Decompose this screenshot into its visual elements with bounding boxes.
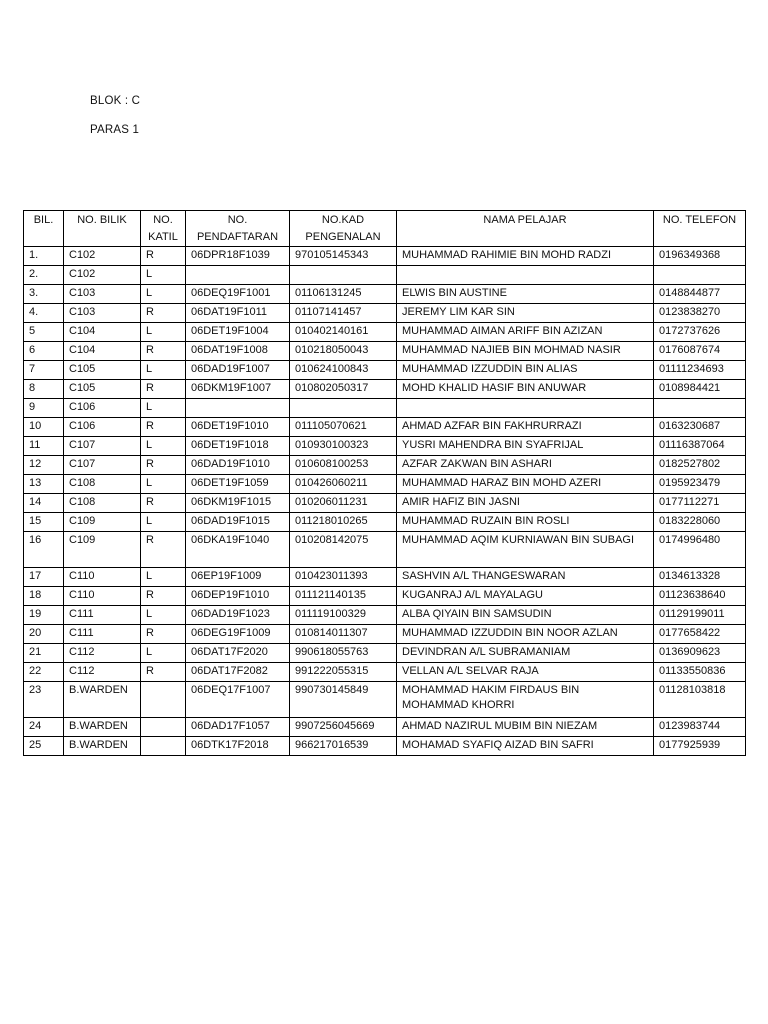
bil-cell: 1.	[24, 247, 64, 266]
student-name-cell	[397, 266, 654, 285]
student-name-cell: YUSRI MAHENDRA BIN SYAFRIJAL	[397, 437, 654, 456]
registration-cell: 06DEQ19F1001	[186, 285, 290, 304]
table-row	[24, 587, 746, 606]
phone-cell: 0123838270	[654, 304, 746, 323]
room-cell: C111	[64, 625, 141, 644]
room-cell: C109	[64, 513, 141, 532]
bed-cell: L	[141, 568, 186, 587]
registration-cell: 06DKA19F1040	[186, 532, 290, 568]
table-row	[24, 513, 746, 532]
student-name-cell: MUHAMMAD RUZAIN BIN ROSLI	[397, 513, 654, 532]
phone-cell: 0196349368	[654, 247, 746, 266]
phone-cell: 0108984421	[654, 380, 746, 399]
student-name-cell: JEREMY LIM KAR SIN	[397, 304, 654, 323]
table-body	[24, 247, 746, 756]
bed-cell	[141, 737, 186, 756]
student-name-cell: MOHD KHALID HASIF BIN ANUWAR	[397, 380, 654, 399]
ic-number-cell: 966217016539	[290, 737, 397, 756]
student-name-cell: MUHAMMAD NAJIEB BIN MOHMAD NASIR	[397, 342, 654, 361]
ic-number-cell	[290, 266, 397, 285]
bil-cell: 10	[24, 418, 64, 437]
bed-cell: R	[141, 304, 186, 323]
registration-cell: 06DAD19F1023	[186, 606, 290, 625]
bil-cell: 8	[24, 380, 64, 399]
bed-cell: R	[141, 663, 186, 682]
table-row	[24, 663, 746, 682]
registration-cell: 06DAD17F1057	[186, 718, 290, 737]
column-header-phone: NO. TELEFON	[654, 211, 746, 247]
table-row	[24, 380, 746, 399]
ic-number-cell: 010802050317	[290, 380, 397, 399]
table-row	[24, 437, 746, 456]
table-row	[24, 625, 746, 644]
bil-cell: 18	[24, 587, 64, 606]
table-row	[24, 285, 746, 304]
ic-number-cell: 970105145343	[290, 247, 397, 266]
bil-cell: 5	[24, 323, 64, 342]
room-cell: C107	[64, 456, 141, 475]
phone-cell: 0172737626	[654, 323, 746, 342]
room-cell: C103	[64, 285, 141, 304]
student-name-cell: AZFAR ZAKWAN BIN ASHARI	[397, 456, 654, 475]
room-cell: C102	[64, 247, 141, 266]
ic-number-cell: 9907256045669	[290, 718, 397, 737]
room-cell: B.WARDEN	[64, 737, 141, 756]
block-label: BLOK : C	[90, 95, 141, 107]
phone-cell: 0134613328	[654, 568, 746, 587]
bil-cell: 23	[24, 682, 64, 718]
registration-cell: 06DEP19F1010	[186, 587, 290, 606]
phone-cell	[654, 266, 746, 285]
student-name-cell: ELWIS BIN AUSTINE	[397, 285, 654, 304]
room-cell: C111	[64, 606, 141, 625]
ic-number-cell: 010930100323	[290, 437, 397, 456]
registration-cell: 06DET19F1059	[186, 475, 290, 494]
column-header-bed: NO. KATIL	[141, 211, 186, 247]
bil-cell: 17	[24, 568, 64, 587]
registration-cell: 06DET19F1018	[186, 437, 290, 456]
bil-cell: 7	[24, 361, 64, 380]
ic-number-cell: 011121140135	[290, 587, 397, 606]
bil-cell: 9	[24, 399, 64, 418]
bed-cell: L	[141, 437, 186, 456]
room-cell: C104	[64, 323, 141, 342]
table-row	[24, 718, 746, 737]
bil-cell: 2.	[24, 266, 64, 285]
bil-cell: 6	[24, 342, 64, 361]
ic-number-cell: 990730145849	[290, 682, 397, 718]
bil-cell: 21	[24, 644, 64, 663]
table-row	[24, 737, 746, 756]
phone-cell: 0136909623	[654, 644, 746, 663]
registration-cell: 06DAT19F1011	[186, 304, 290, 323]
bil-cell: 13	[24, 475, 64, 494]
column-header-bil: BIL.	[24, 211, 64, 247]
bed-cell: R	[141, 247, 186, 266]
phone-cell: 0148844877	[654, 285, 746, 304]
table-row	[24, 568, 746, 587]
registration-cell: 06DAD19F1010	[186, 456, 290, 475]
room-cell: C105	[64, 380, 141, 399]
ic-number-cell: 011218010265	[290, 513, 397, 532]
bil-cell: 22	[24, 663, 64, 682]
registration-cell: 06DAD19F1007	[186, 361, 290, 380]
registration-cell: 06DAT19F1008	[186, 342, 290, 361]
student-room-table	[23, 210, 746, 756]
phone-cell: 0174996480	[654, 532, 746, 568]
table-row	[24, 606, 746, 625]
bed-cell: L	[141, 606, 186, 625]
table-row	[24, 532, 746, 568]
bed-cell: L	[141, 323, 186, 342]
room-cell: C110	[64, 568, 141, 587]
bed-cell: L	[141, 475, 186, 494]
room-cell: C105	[64, 361, 141, 380]
bed-cell: L	[141, 513, 186, 532]
registration-cell	[186, 399, 290, 418]
phone-cell: 01111234693	[654, 361, 746, 380]
table-row	[24, 456, 746, 475]
table-header	[24, 211, 746, 247]
registration-cell: 06DTK17F2018	[186, 737, 290, 756]
table-row	[24, 399, 746, 418]
ic-number-cell: 991222055315	[290, 663, 397, 682]
registration-cell: 06DAT17F2020	[186, 644, 290, 663]
student-name-cell: ALBA QIYAIN BIN SAMSUDIN	[397, 606, 654, 625]
student-name-cell: AMIR HAFIZ BIN JASNI	[397, 494, 654, 513]
room-cell: C109	[64, 532, 141, 568]
room-cell: C103	[64, 304, 141, 323]
registration-cell: 06DKM19F1015	[186, 494, 290, 513]
bed-cell: L	[141, 644, 186, 663]
bed-cell: R	[141, 380, 186, 399]
table-row	[24, 475, 746, 494]
phone-cell: 0177925939	[654, 737, 746, 756]
phone-cell: 0177658422	[654, 625, 746, 644]
table-row	[24, 494, 746, 513]
student-name-cell: AHMAD AZFAR BIN FAKHRURRAZI	[397, 418, 654, 437]
phone-cell: 0177112271	[654, 494, 746, 513]
column-header-room: NO. BILIK	[64, 211, 141, 247]
student-name-cell: DEVINDRAN A/L SUBRAMANIAM	[397, 644, 654, 663]
room-cell: B.WARDEN	[64, 682, 141, 718]
ic-number-cell: 010208142075	[290, 532, 397, 568]
registration-cell: 06DEQ17F1007	[186, 682, 290, 718]
bed-cell: R	[141, 494, 186, 513]
bed-cell: L	[141, 266, 186, 285]
student-name-cell: MUHAMMAD HARAZ BIN MOHD AZERI	[397, 475, 654, 494]
table-row	[24, 247, 746, 266]
ic-number-cell: 990618055763	[290, 644, 397, 663]
room-cell: C112	[64, 644, 141, 663]
bed-cell: R	[141, 342, 186, 361]
room-cell: C104	[64, 342, 141, 361]
student-name-cell: MUHAMMAD IZZUDDIN BIN ALIAS	[397, 361, 654, 380]
phone-cell: 0183228060	[654, 513, 746, 532]
registration-cell: 06DET19F1004	[186, 323, 290, 342]
ic-number-cell: 010814011307	[290, 625, 397, 644]
student-name-cell: VELLAN A/L SELVAR RAJA	[397, 663, 654, 682]
bed-cell: L	[141, 399, 186, 418]
student-name-cell: MOHAMAD SYAFIQ AIZAD BIN SAFRI	[397, 737, 654, 756]
bed-cell: R	[141, 532, 186, 568]
phone-cell: 0195923479	[654, 475, 746, 494]
bil-cell: 15	[24, 513, 64, 532]
phone-cell: 01133550836	[654, 663, 746, 682]
room-cell: C107	[64, 437, 141, 456]
registration-cell: 06DPR18F1039	[186, 247, 290, 266]
table-row	[24, 304, 746, 323]
phone-cell: 01129199011	[654, 606, 746, 625]
column-header-ic-number: NO.KAD PENGENALAN	[290, 211, 397, 247]
room-cell: C108	[64, 494, 141, 513]
bed-cell: R	[141, 456, 186, 475]
registration-cell: 06DEG19F1009	[186, 625, 290, 644]
bil-cell: 12	[24, 456, 64, 475]
room-cell: C110	[64, 587, 141, 606]
ic-number-cell: 010402140161	[290, 323, 397, 342]
ic-number-cell: 011105070621	[290, 418, 397, 437]
phone-cell: 01128103818	[654, 682, 746, 718]
column-header-student-name: NAMA PELAJAR	[397, 211, 654, 247]
table-row	[24, 323, 746, 342]
bed-cell	[141, 718, 186, 737]
bed-cell: L	[141, 361, 186, 380]
table-row	[24, 418, 746, 437]
room-cell: C112	[64, 663, 141, 682]
ic-number-cell: 010206011231	[290, 494, 397, 513]
ic-number-cell: 010218050043	[290, 342, 397, 361]
student-name-cell: MUHAMMAD AQIM KURNIAWAN BIN SUBAGI	[397, 532, 654, 568]
table-row	[24, 342, 746, 361]
bil-cell: 4.	[24, 304, 64, 323]
ic-number-cell: 010624100843	[290, 361, 397, 380]
ic-number-cell: 010608100253	[290, 456, 397, 475]
bed-cell: L	[141, 285, 186, 304]
ic-number-cell: 010423011393	[290, 568, 397, 587]
floor-label: PARAS 1	[90, 124, 140, 136]
registration-cell: 06DAD19F1015	[186, 513, 290, 532]
table-row	[24, 266, 746, 285]
bil-cell: 19	[24, 606, 64, 625]
student-name-cell: MUHAMMAD IZZUDDIN BIN NOOR AZLAN	[397, 625, 654, 644]
bil-cell: 25	[24, 737, 64, 756]
bil-cell: 14	[24, 494, 64, 513]
bed-cell	[141, 682, 186, 718]
ic-number-cell: 01106131245	[290, 285, 397, 304]
student-name-cell: MOHAMMAD HAKIM FIRDAUS BIN MOHAMMAD KHORRI	[397, 682, 654, 718]
room-cell: B.WARDEN	[64, 718, 141, 737]
table-row	[24, 644, 746, 663]
phone-cell: 0123983744	[654, 718, 746, 737]
ic-number-cell	[290, 399, 397, 418]
registration-cell	[186, 266, 290, 285]
bil-cell: 24	[24, 718, 64, 737]
phone-cell: 0163230687	[654, 418, 746, 437]
student-name-cell: KUGANRAJ A/L MAYALAGU	[397, 587, 654, 606]
registration-cell: 06DAT17F2082	[186, 663, 290, 682]
room-cell: C108	[64, 475, 141, 494]
ic-number-cell: 010426060211	[290, 475, 397, 494]
phone-cell	[654, 399, 746, 418]
ic-number-cell: 01107141457	[290, 304, 397, 323]
bil-cell: 16	[24, 532, 64, 568]
room-cell: C106	[64, 399, 141, 418]
phone-cell: 01116387064	[654, 437, 746, 456]
table-row	[24, 361, 746, 380]
registration-cell: 06DKM19F1007	[186, 380, 290, 399]
student-name-cell: MUHAMMAD AIMAN ARIFF BIN AZIZAN	[397, 323, 654, 342]
ic-number-cell: 011119100329	[290, 606, 397, 625]
phone-cell: 0182527802	[654, 456, 746, 475]
table-row	[24, 682, 746, 718]
phone-cell: 0176087674	[654, 342, 746, 361]
student-name-cell: AHMAD NAZIRUL MUBIM BIN NIEZAM	[397, 718, 654, 737]
bed-cell: R	[141, 587, 186, 606]
student-name-cell	[397, 399, 654, 418]
student-name-cell: MUHAMMAD RAHIMIE BIN MOHD RADZI	[397, 247, 654, 266]
bed-cell: R	[141, 418, 186, 437]
phone-cell: 01123638640	[654, 587, 746, 606]
column-header-registration: NO. PENDAFTARAN	[186, 211, 290, 247]
header-row	[24, 211, 746, 247]
bed-cell: R	[141, 625, 186, 644]
student-name-cell: SASHVIN A/L THANGESWARAN	[397, 568, 654, 587]
bil-cell: 20	[24, 625, 64, 644]
bil-cell: 3.	[24, 285, 64, 304]
bil-cell: 11	[24, 437, 64, 456]
room-cell: C102	[64, 266, 141, 285]
registration-cell: 06EP19F1009	[186, 568, 290, 587]
room-cell: C106	[64, 418, 141, 437]
registration-cell: 06DET19F1010	[186, 418, 290, 437]
